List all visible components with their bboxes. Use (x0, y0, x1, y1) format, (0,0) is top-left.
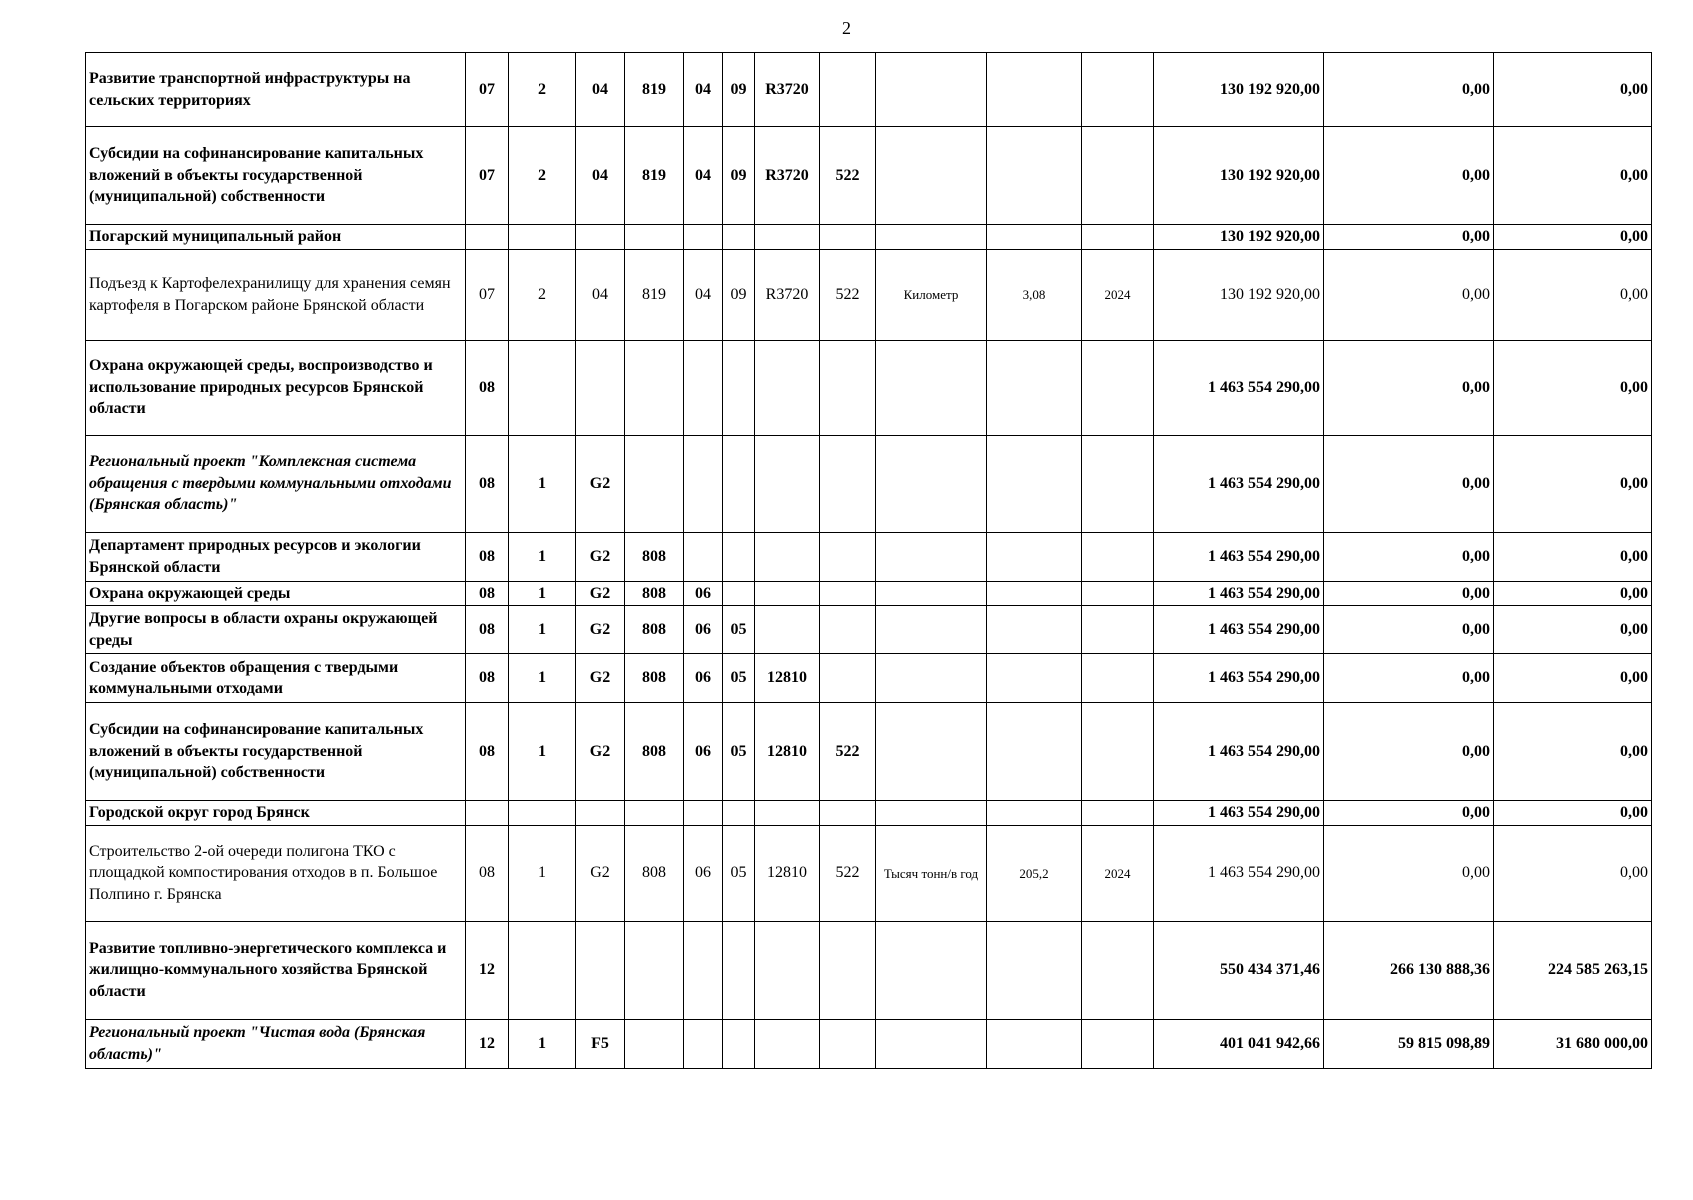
cell-subprogram (509, 801, 576, 826)
cell-amount-3: 0,00 (1494, 127, 1652, 225)
cell-unit (876, 225, 987, 250)
cell-amount-3: 224 585 263,15 (1494, 921, 1652, 1019)
cell-vr: 522 (820, 249, 876, 340)
cell-amount-2: 0,00 (1324, 340, 1494, 435)
table-row (86, 825, 1652, 921)
cell-program: 08 (466, 581, 509, 606)
cell-grbs (625, 435, 684, 532)
cell-subprogram: 2 (509, 249, 576, 340)
cell-target: 12810 (755, 825, 820, 921)
cell-year (1082, 53, 1154, 127)
cell-program: 12 (466, 1019, 509, 1068)
cell-name: Департамент природных ресурсов и экологии Брянской области (86, 532, 466, 581)
cell-name: Развитие топливно-энергетического комплекса и жилищно-коммунального хозяйства Брянской области (86, 921, 466, 1019)
cell-amount-3: 31 680 000,00 (1494, 1019, 1652, 1068)
table-row (86, 435, 1652, 532)
cell-year (1082, 703, 1154, 801)
cell-amount-1: 550 434 371,46 (1154, 921, 1324, 1019)
cell-unit: Тысяч тонн/в год (876, 825, 987, 921)
cell-program: 12 (466, 921, 509, 1019)
cell-unit (876, 654, 987, 703)
cell-year (1082, 654, 1154, 703)
cell-section: 06 (684, 581, 723, 606)
cell-unit: Километр (876, 249, 987, 340)
budget-table (85, 52, 1652, 1069)
cell-name: Создание объектов обращения с твердыми коммунальными отходами (86, 654, 466, 703)
cell-direction: G2 (576, 435, 625, 532)
cell-subsection (723, 340, 755, 435)
cell-name: Развитие транспортной инфраструктуры на сельских территориях (86, 53, 466, 127)
cell-subprogram: 1 (509, 435, 576, 532)
table-row (86, 1019, 1652, 1068)
cell-vr: 522 (820, 127, 876, 225)
cell-capacity (987, 581, 1082, 606)
cell-capacity (987, 921, 1082, 1019)
cell-amount-3: 0,00 (1494, 249, 1652, 340)
cell-amount-1: 1 463 554 290,00 (1154, 703, 1324, 801)
cell-unit (876, 127, 987, 225)
cell-name: Региональный проект "Чистая вода (Брянская область)" (86, 1019, 466, 1068)
table-row (86, 340, 1652, 435)
cell-direction: 04 (576, 127, 625, 225)
cell-amount-3: 0,00 (1494, 606, 1652, 654)
table-row (86, 127, 1652, 225)
cell-program (466, 225, 509, 250)
cell-grbs (625, 801, 684, 826)
cell-capacity (987, 1019, 1082, 1068)
table-body (86, 53, 1652, 1069)
cell-amount-2: 0,00 (1324, 249, 1494, 340)
cell-capacity (987, 703, 1082, 801)
cell-amount-3: 0,00 (1494, 703, 1652, 801)
cell-grbs: 808 (625, 532, 684, 581)
cell-amount-1: 1 463 554 290,00 (1154, 532, 1324, 581)
cell-grbs: 808 (625, 654, 684, 703)
cell-target (755, 225, 820, 250)
cell-amount-3: 0,00 (1494, 581, 1652, 606)
cell-year (1082, 127, 1154, 225)
cell-amount-3: 0,00 (1494, 654, 1652, 703)
table-row (86, 249, 1652, 340)
cell-vr: 522 (820, 825, 876, 921)
cell-subprogram: 2 (509, 127, 576, 225)
cell-year (1082, 921, 1154, 1019)
cell-section: 04 (684, 53, 723, 127)
cell-year (1082, 1019, 1154, 1068)
cell-direction (576, 340, 625, 435)
cell-direction: G2 (576, 703, 625, 801)
cell-amount-2: 0,00 (1324, 127, 1494, 225)
cell-section (684, 225, 723, 250)
cell-subsection: 05 (723, 703, 755, 801)
cell-unit (876, 1019, 987, 1068)
cell-subsection: 05 (723, 654, 755, 703)
cell-target (755, 1019, 820, 1068)
cell-program: 08 (466, 532, 509, 581)
cell-amount-2: 0,00 (1324, 532, 1494, 581)
cell-subprogram: 1 (509, 581, 576, 606)
cell-capacity (987, 801, 1082, 826)
cell-name: Субсидии на софинансирование капитальных вложений в объекты государственной (муниципальной) собственности (86, 127, 466, 225)
cell-direction: G2 (576, 654, 625, 703)
cell-year (1082, 340, 1154, 435)
cell-subsection (723, 581, 755, 606)
cell-direction (576, 921, 625, 1019)
cell-unit (876, 606, 987, 654)
cell-name: Другие вопросы в области охраны окружающей среды (86, 606, 466, 654)
cell-program (466, 801, 509, 826)
cell-grbs (625, 225, 684, 250)
cell-unit (876, 801, 987, 826)
cell-capacity: 3,08 (987, 249, 1082, 340)
cell-target (755, 340, 820, 435)
cell-capacity: 205,2 (987, 825, 1082, 921)
cell-program: 08 (466, 654, 509, 703)
cell-grbs (625, 921, 684, 1019)
cell-subsection: 05 (723, 606, 755, 654)
cell-vr: 522 (820, 703, 876, 801)
cell-vr (820, 581, 876, 606)
cell-vr (820, 435, 876, 532)
cell-target (755, 921, 820, 1019)
cell-year: 2024 (1082, 825, 1154, 921)
cell-subprogram (509, 225, 576, 250)
cell-grbs: 808 (625, 825, 684, 921)
table-row (86, 532, 1652, 581)
cell-amount-1: 130 192 920,00 (1154, 225, 1324, 250)
cell-amount-2: 0,00 (1324, 703, 1494, 801)
cell-capacity (987, 127, 1082, 225)
cell-amount-3: 0,00 (1494, 340, 1652, 435)
cell-vr (820, 53, 876, 127)
table-row (86, 703, 1652, 801)
cell-direction: F5 (576, 1019, 625, 1068)
cell-section (684, 1019, 723, 1068)
cell-direction (576, 801, 625, 826)
table-row (86, 801, 1652, 826)
cell-year (1082, 532, 1154, 581)
cell-section (684, 921, 723, 1019)
cell-amount-3: 0,00 (1494, 825, 1652, 921)
cell-name: Подъезд к Картофелехранилищу для хранения семян картофеля в Погарском районе Брянской области (86, 249, 466, 340)
cell-target: R3720 (755, 127, 820, 225)
cell-amount-1: 1 463 554 290,00 (1154, 801, 1324, 826)
cell-year (1082, 801, 1154, 826)
cell-unit (876, 921, 987, 1019)
cell-target (755, 606, 820, 654)
table-row (86, 581, 1652, 606)
cell-direction: G2 (576, 581, 625, 606)
cell-grbs (625, 340, 684, 435)
cell-section: 04 (684, 249, 723, 340)
cell-capacity (987, 53, 1082, 127)
cell-section (684, 435, 723, 532)
cell-subsection (723, 532, 755, 581)
cell-subprogram (509, 921, 576, 1019)
cell-year (1082, 581, 1154, 606)
cell-amount-1: 1 463 554 290,00 (1154, 654, 1324, 703)
cell-amount-2: 0,00 (1324, 53, 1494, 127)
cell-name: Охрана окружающей среды, воспроизводство и использование природных ресурсов Брянской области (86, 340, 466, 435)
cell-capacity (987, 340, 1082, 435)
cell-amount-3: 0,00 (1494, 532, 1652, 581)
cell-grbs: 808 (625, 606, 684, 654)
cell-grbs: 819 (625, 53, 684, 127)
cell-subsection (723, 435, 755, 532)
cell-amount-2: 0,00 (1324, 606, 1494, 654)
cell-program: 08 (466, 825, 509, 921)
cell-amount-1: 130 192 920,00 (1154, 127, 1324, 225)
cell-target: 12810 (755, 654, 820, 703)
cell-amount-1: 1 463 554 290,00 (1154, 606, 1324, 654)
cell-subprogram: 1 (509, 654, 576, 703)
cell-subprogram: 1 (509, 532, 576, 581)
cell-unit (876, 532, 987, 581)
cell-amount-1: 1 463 554 290,00 (1154, 581, 1324, 606)
cell-section: 06 (684, 825, 723, 921)
cell-amount-2: 0,00 (1324, 581, 1494, 606)
cell-vr (820, 1019, 876, 1068)
cell-amount-1: 1 463 554 290,00 (1154, 435, 1324, 532)
cell-vr (820, 654, 876, 703)
cell-amount-2: 0,00 (1324, 801, 1494, 826)
cell-amount-2: 0,00 (1324, 225, 1494, 250)
cell-target: R3720 (755, 249, 820, 340)
cell-section: 06 (684, 606, 723, 654)
cell-unit (876, 435, 987, 532)
cell-target: 12810 (755, 703, 820, 801)
cell-unit (876, 53, 987, 127)
table-row (86, 53, 1652, 127)
table-row (86, 225, 1652, 250)
cell-vr (820, 606, 876, 654)
cell-section (684, 532, 723, 581)
cell-amount-3: 0,00 (1494, 801, 1652, 826)
cell-amount-1: 1 463 554 290,00 (1154, 340, 1324, 435)
cell-amount-1: 130 192 920,00 (1154, 249, 1324, 340)
cell-amount-1: 401 041 942,66 (1154, 1019, 1324, 1068)
cell-direction: 04 (576, 53, 625, 127)
cell-vr (820, 225, 876, 250)
cell-amount-2: 0,00 (1324, 654, 1494, 703)
cell-unit (876, 703, 987, 801)
cell-subsection (723, 225, 755, 250)
page-number: 2 (842, 18, 851, 38)
cell-amount-3: 0,00 (1494, 225, 1652, 250)
cell-vr (820, 340, 876, 435)
cell-year (1082, 606, 1154, 654)
cell-program: 07 (466, 249, 509, 340)
cell-vr (820, 801, 876, 826)
cell-direction: G2 (576, 532, 625, 581)
cell-direction: G2 (576, 825, 625, 921)
cell-year (1082, 435, 1154, 532)
cell-name: Строительство 2-ой очереди полигона ТКО с площадкой компостирования отходов в п. Большое Полпино г. Брянска (86, 825, 466, 921)
cell-subsection (723, 1019, 755, 1068)
cell-name: Региональный проект "Комплексная система обращения с твердыми коммунальными отходами (Брянская область)" (86, 435, 466, 532)
cell-amount-1: 130 192 920,00 (1154, 53, 1324, 127)
cell-capacity (987, 435, 1082, 532)
cell-year: 2024 (1082, 249, 1154, 340)
cell-amount-2: 0,00 (1324, 825, 1494, 921)
cell-capacity (987, 654, 1082, 703)
cell-name: Охрана окружающей среды (86, 581, 466, 606)
cell-name: Городской округ город Брянск (86, 801, 466, 826)
cell-vr (820, 532, 876, 581)
cell-grbs (625, 1019, 684, 1068)
cell-direction: 04 (576, 249, 625, 340)
cell-name: Погарский муниципальный район (86, 225, 466, 250)
cell-subsection: 09 (723, 53, 755, 127)
cell-subprogram: 2 (509, 53, 576, 127)
cell-direction (576, 225, 625, 250)
cell-subsection (723, 921, 755, 1019)
cell-capacity (987, 606, 1082, 654)
cell-section (684, 801, 723, 826)
cell-year (1082, 225, 1154, 250)
cell-subprogram: 1 (509, 1019, 576, 1068)
cell-subprogram: 1 (509, 606, 576, 654)
cell-grbs: 808 (625, 581, 684, 606)
cell-grbs: 819 (625, 127, 684, 225)
cell-amount-3: 0,00 (1494, 435, 1652, 532)
cell-subprogram: 1 (509, 703, 576, 801)
cell-section: 06 (684, 703, 723, 801)
cell-direction: G2 (576, 606, 625, 654)
cell-section: 04 (684, 127, 723, 225)
cell-subsection: 09 (723, 127, 755, 225)
cell-subprogram: 1 (509, 825, 576, 921)
cell-program: 08 (466, 435, 509, 532)
cell-target: R3720 (755, 53, 820, 127)
cell-capacity (987, 532, 1082, 581)
cell-program: 07 (466, 127, 509, 225)
cell-subsection: 09 (723, 249, 755, 340)
cell-subprogram (509, 340, 576, 435)
cell-program: 08 (466, 340, 509, 435)
cell-amount-2: 59 815 098,89 (1324, 1019, 1494, 1068)
table-row (86, 921, 1652, 1019)
table-row (86, 654, 1652, 703)
cell-grbs: 808 (625, 703, 684, 801)
cell-grbs: 819 (625, 249, 684, 340)
cell-subsection: 05 (723, 825, 755, 921)
cell-amount-2: 266 130 888,36 (1324, 921, 1494, 1019)
cell-unit (876, 340, 987, 435)
cell-unit (876, 581, 987, 606)
cell-amount-2: 0,00 (1324, 435, 1494, 532)
cell-amount-1: 1 463 554 290,00 (1154, 825, 1324, 921)
cell-vr (820, 921, 876, 1019)
cell-target (755, 581, 820, 606)
cell-name: Субсидии на софинансирование капитальных вложений в объекты государственной (муниципальной) собственности (86, 703, 466, 801)
cell-target (755, 435, 820, 532)
cell-target (755, 801, 820, 826)
cell-amount-3: 0,00 (1494, 53, 1652, 127)
cell-section: 06 (684, 654, 723, 703)
cell-subsection (723, 801, 755, 826)
cell-program: 08 (466, 606, 509, 654)
cell-target (755, 532, 820, 581)
cell-program: 07 (466, 53, 509, 127)
cell-capacity (987, 225, 1082, 250)
cell-program: 08 (466, 703, 509, 801)
cell-section (684, 340, 723, 435)
table-row (86, 606, 1652, 654)
